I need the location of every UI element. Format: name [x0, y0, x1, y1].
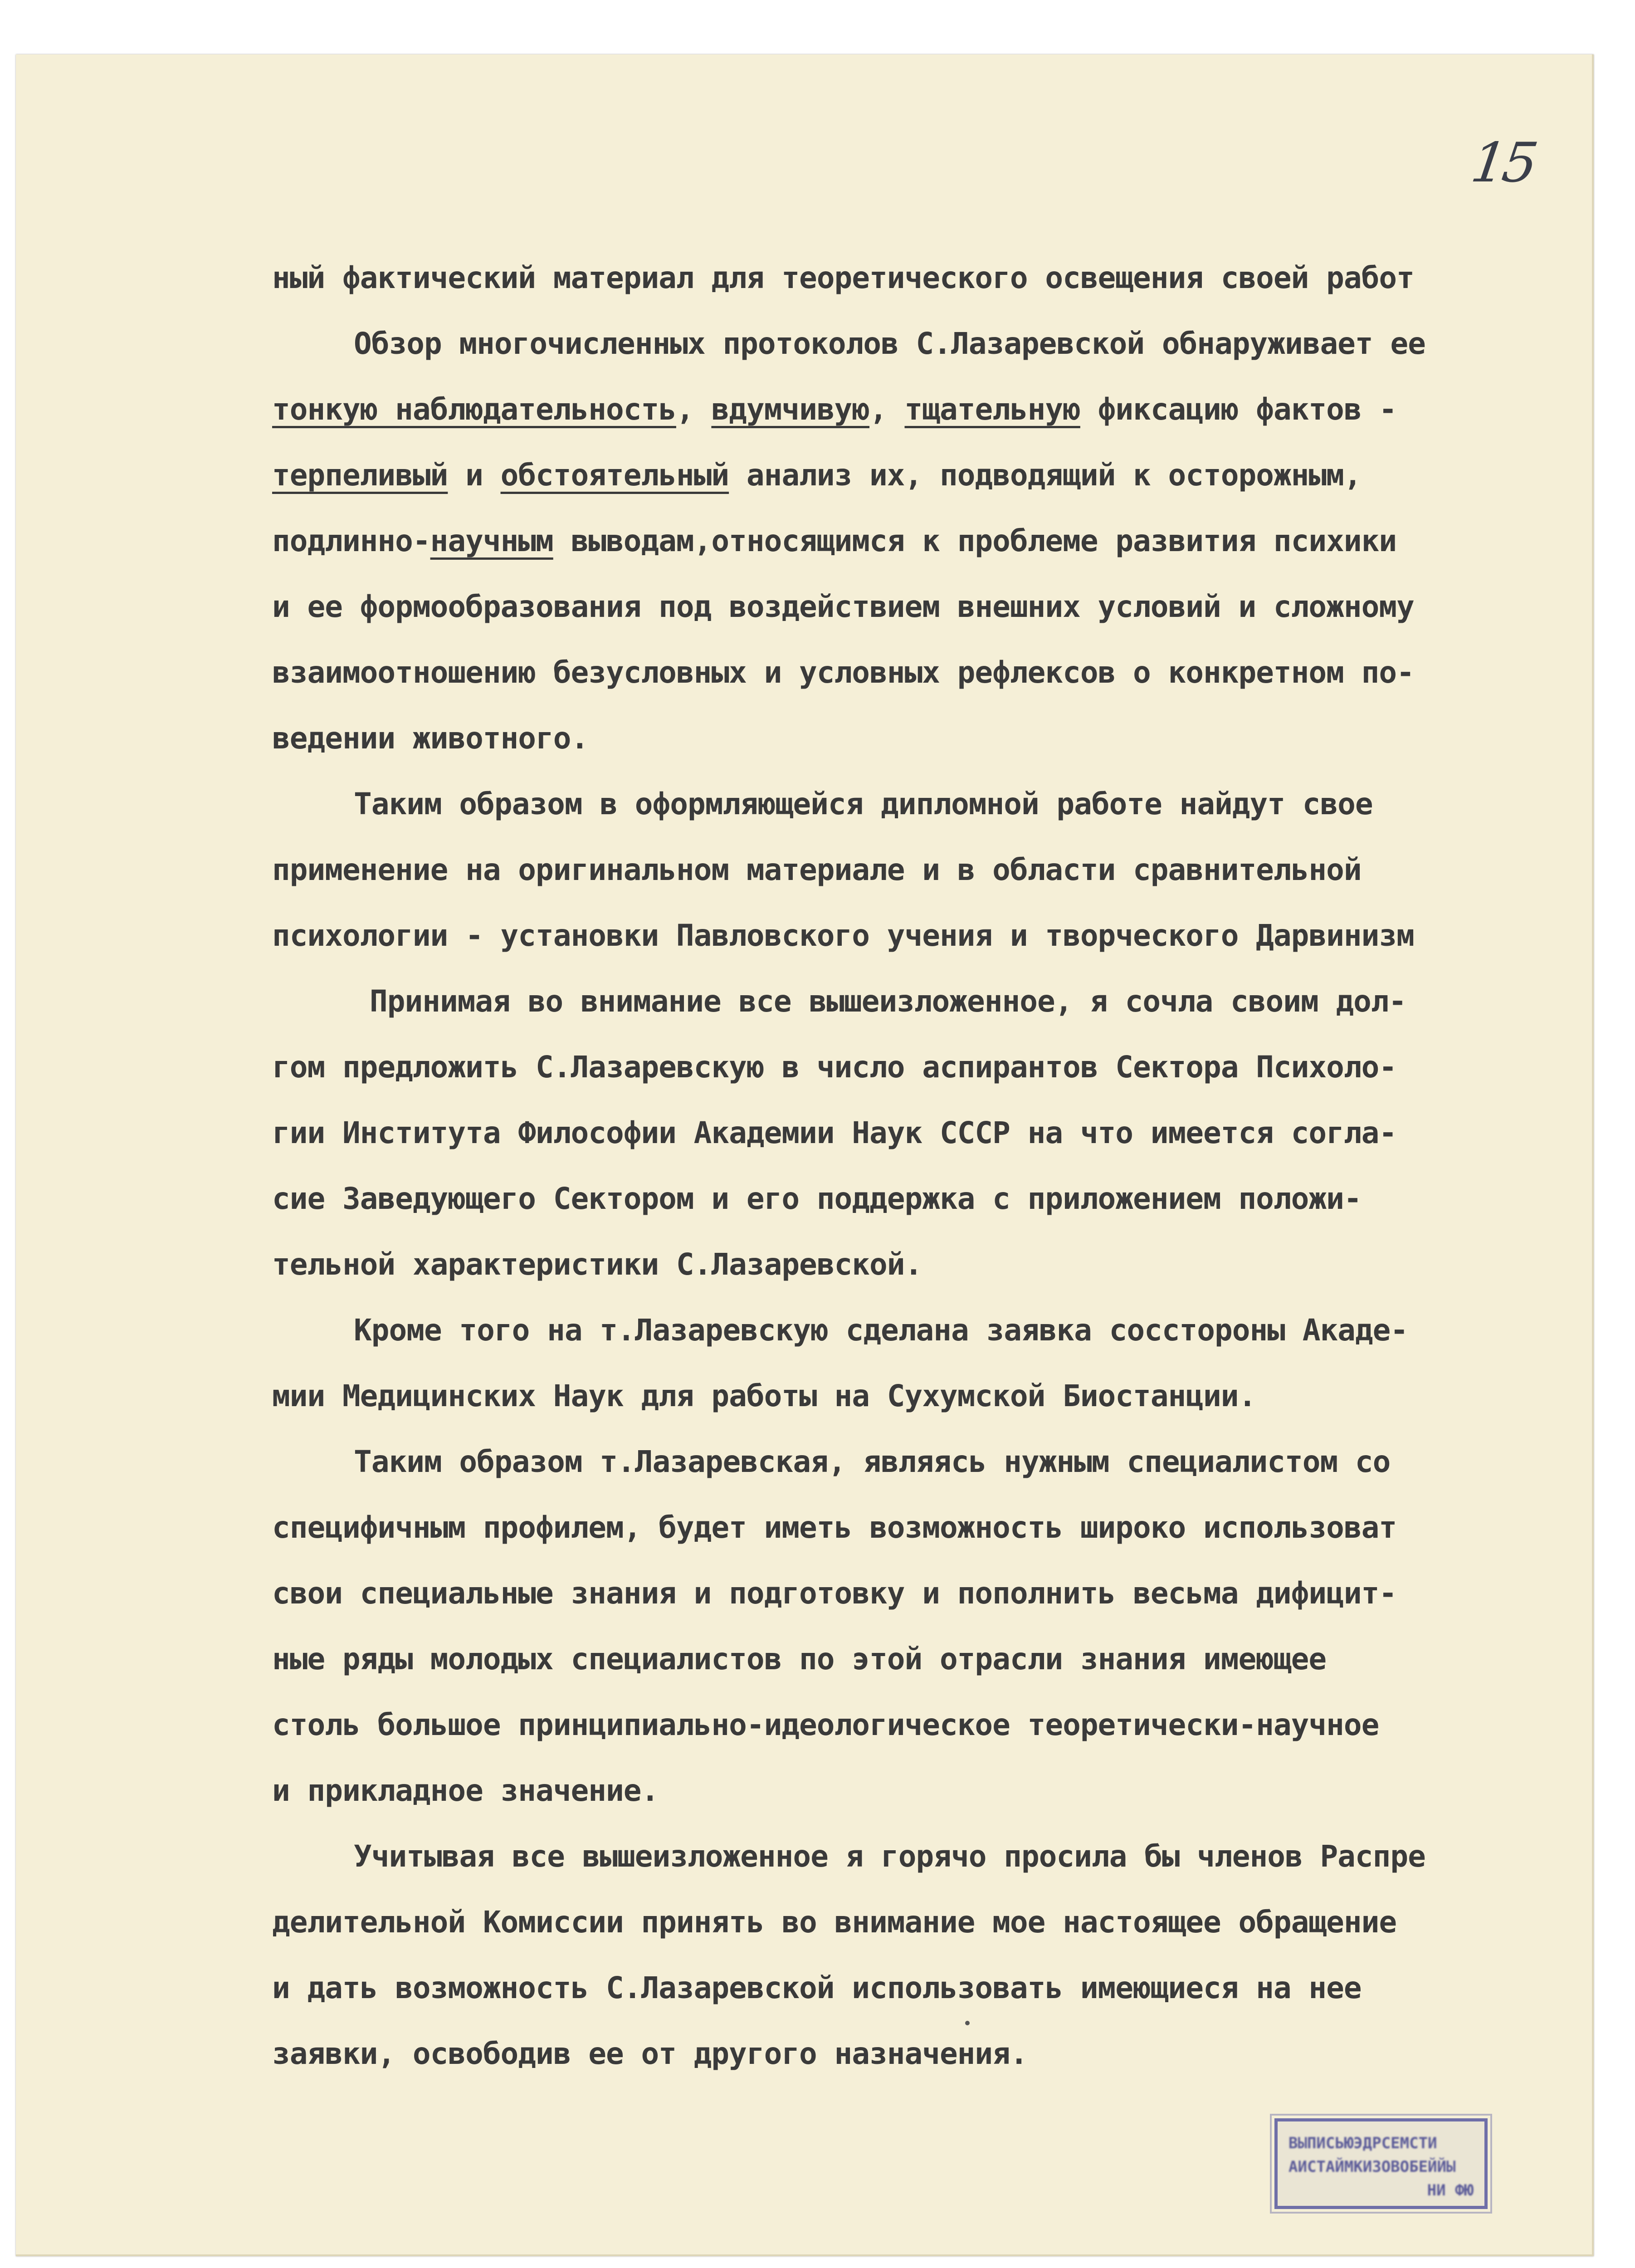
- text-line: [272, 1889, 1578, 1955]
- text-line: [272, 376, 1578, 442]
- line-text: столь большое принципиально-идеологическое теоретически-научное: [272, 1707, 1379, 1742]
- line-text: гии Института Философии Академии Наук СССР на что имеется согла-: [272, 1115, 1397, 1150]
- line-text: Учитывая все вышеизложенное я горячо просила бы членов Распре: [354, 1839, 1425, 1874]
- document-body: [272, 245, 1578, 2087]
- line-text: ведении животного.: [272, 721, 589, 756]
- archive-stamp: [1274, 2118, 1488, 2209]
- text-line: [272, 837, 1578, 903]
- line-text: выводам,относящимся к проблеме развития психики: [553, 523, 1397, 558]
- line-text: и дать возможность С.Лазаревской использовать имеющиеся на нее: [272, 1970, 1362, 2005]
- line-text: заявки, освободив ее от другого назначения.: [272, 2036, 1028, 2071]
- text-line: [272, 1034, 1578, 1100]
- text-line: [272, 771, 1578, 837]
- line-text: фиксацию фактов -: [1080, 392, 1397, 427]
- text-line: [272, 1166, 1578, 1232]
- text-line: [272, 640, 1578, 705]
- text-line: [272, 705, 1578, 771]
- text-line: [272, 1363, 1578, 1429]
- line-text: мии Медицинских Наук для работы на Сухумской Биостанции.: [272, 1378, 1256, 1413]
- line-text: ные ряды молодых специалистов по этой отрасли знания имеющее: [272, 1642, 1327, 1677]
- line-text: свои специальные знания и подготовку и пополнить весьма дифицит-: [272, 1576, 1397, 1611]
- text-line: [272, 2021, 1578, 2087]
- text-line: [272, 245, 1578, 311]
- line-text: Обзор многочисленных протоколов С.Лазаревской обнаруживает ее: [354, 326, 1425, 361]
- page-number: 15: [1467, 132, 1538, 195]
- text-line: [272, 574, 1578, 640]
- line-text: психологии - установки Павловского учения и творческого Дарвинизм: [272, 918, 1414, 953]
- line-text: Кроме того на т.Лазаревскую сделана заявка сосстороны Акаде-: [354, 1313, 1408, 1348]
- line-text: и прикладное значение.: [272, 1773, 659, 1808]
- stamp-line: АИСТАЙМКИЗОВОБЕЙЙЫ: [1288, 2158, 1456, 2176]
- text-line: [272, 1100, 1578, 1166]
- underlined-phrase: обстоятельный: [500, 458, 729, 493]
- line-text: Принимая во внимание все вышеизложенное, я сочла своим дол-: [370, 984, 1406, 1019]
- text-line: [272, 1758, 1578, 1823]
- underlined-phrase: тщательную: [904, 392, 1080, 427]
- text-line: [272, 968, 1578, 1034]
- text-line: [272, 1626, 1578, 1692]
- line-text: сие Заведующего Сектором и его поддержка с приложением положи-: [272, 1181, 1362, 1216]
- line-text: анализ их, подводящий к осторожным,: [729, 458, 1362, 493]
- ink-dot: [965, 2021, 970, 2025]
- underlined-phrase: вдумчивую: [711, 392, 870, 427]
- text-line: [272, 1692, 1578, 1758]
- text-line: [272, 1297, 1578, 1363]
- stamp-line: НИ ФЮ: [1427, 2181, 1474, 2200]
- underlined-phrase: тонкую наблюдательность: [272, 392, 676, 427]
- line-text: и ее формообразования под воздействием внешних условий и сложному: [272, 589, 1414, 624]
- line-text: применение на оригинальном материале и в области сравнительной: [272, 852, 1362, 887]
- text-line: [272, 903, 1578, 968]
- text-line: [272, 508, 1578, 574]
- line-text: Таким образом т.Лазаревская, являясь нужным специалистом со: [354, 1444, 1391, 1479]
- line-text: специфичным профилем, будет иметь возможность широко использоват: [272, 1510, 1397, 1545]
- text-line: [272, 1560, 1578, 1626]
- line-text: ,: [676, 392, 712, 427]
- text-line: [272, 1429, 1578, 1495]
- line-text: гом предложить С.Лазаревскую в число аспирантов Сектора Психоло-: [272, 1050, 1397, 1085]
- line-text: тельной характеристики С.Лазаревской.: [272, 1247, 922, 1282]
- text-line: [272, 1955, 1578, 2021]
- line-text: ,: [869, 392, 905, 427]
- underlined-phrase: терпеливый: [272, 458, 448, 493]
- stamp-line: ВЫПИСЬЮЭДРСЕМСТИ: [1288, 2134, 1437, 2152]
- underlined-phrase: научным: [430, 523, 553, 558]
- text-line: [272, 1495, 1578, 1560]
- text-line: [272, 1823, 1578, 1889]
- line-text: ный фактический материал для теоретического освещения своей работ: [272, 260, 1414, 295]
- text-line: [272, 442, 1578, 508]
- line-text: делительной Комиссии принять во внимание мое настоящее обращение: [272, 1905, 1397, 1940]
- line-text: и: [448, 458, 501, 493]
- text-line: [272, 1232, 1578, 1297]
- line-text: подлинно-: [272, 523, 430, 558]
- line-text: Таким образом в оформляющейся дипломной работе найдут свое: [354, 787, 1373, 821]
- line-text: взаимоотношению безусловных и условных рефлексов о конкретном по-: [272, 655, 1414, 690]
- text-line: [272, 311, 1578, 376]
